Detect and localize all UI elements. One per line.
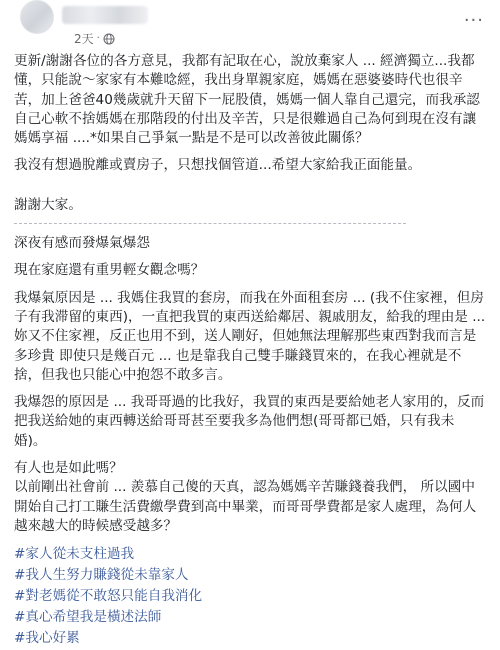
- question-2: 有人也是如此嗎？: [14, 460, 123, 477]
- question-1: 現在家庭還有重男輕女觀念嗎？: [14, 262, 205, 279]
- divider: [14, 223, 406, 224]
- post-content: [14, 52, 486, 649]
- author-name-redacted[interactable]: [62, 6, 148, 24]
- meta-separator: ·: [96, 33, 100, 44]
- post-time[interactable]: 2天: [74, 32, 94, 46]
- post-header: [14, 0, 486, 52]
- hashtag-link[interactable]: #對老媽從不敢怒只能自我消化: [14, 588, 203, 605]
- paragraph-3: 以前剛出社會前 ... 羨慕自己傻的天真，認為媽媽辛苦賺錢養我們， 所以國中開始自己打工賺生活費繳學費到高中畢業，而哥哥學費都是家人處理，為何人越來越大的時候感受越多？: [14, 479, 477, 534]
- update-paragraph-2: 我沒有想過脫離或賣房子，只想找個管道...希望大家給我正面能量。: [14, 157, 422, 174]
- post-title: 深夜有感而發爆氣爆怨: [14, 235, 150, 252]
- hashtag-list: [14, 544, 486, 649]
- globe-icon[interactable]: [103, 33, 115, 45]
- hashtag-link[interactable]: #家人從未支柱過我: [14, 546, 135, 563]
- paragraph-2: 我爆怨的原因是 ... 我哥哥過的比我好，我買的東西是要給她老人家用的，反而把我送給她的東西轉送給哥哥甚至要我多為他們想(哥哥都已婚，只有我未婚)。: [14, 394, 485, 449]
- update-paragraph: 更新/謝謝各位的各方意見，我都有記取在心，說放棄家人 ... 經濟獨立...我都懂，只能說～家家有本難唸經，我出身單親家庭，媽媽在惡婆婆時代也很辛苦，加上爸爸40幾歲就升天留下一屁股債，媽媽一個人靠自己還完，而我承認自己心軟不捨媽媽在那階段的付出及辛苦，只是很難過自己為何到現在沒有讓媽媽享福 ....*如果自己爭氣一點是不是可以改善彼此關係？: [14, 53, 480, 147]
- hashtag-link[interactable]: #真心希望我是橫述法師: [14, 609, 162, 626]
- thanks-text: 謝謝大家。: [14, 196, 82, 213]
- more-options-icon[interactable]: ···: [463, 10, 484, 31]
- hashtag-link[interactable]: #我人生努力賺錢從未靠家人: [14, 567, 189, 584]
- avatar[interactable]: [20, 0, 54, 34]
- paragraph-1: 我爆氣原因是 ... 我媽住我買的套房，而我在外面租套房 ... (我不住家裡，但房子有我滞留的東西)，一直把我買的東西送給鄰居、親戚朋友，給我的理由是 ... 妳又不住家裡，反正也用不到，送人剛好，但她無法理解那些東西對我而言是多珍貴 即使只是幾百元 ... 也是靠我自己雙手賺錢買來的，在我心裡就是不捨，但我也只能心中抱怨不敢多言。: [14, 289, 486, 383]
- hashtag-link[interactable]: #我心好累: [14, 630, 80, 647]
- post-meta: [74, 30, 115, 47]
